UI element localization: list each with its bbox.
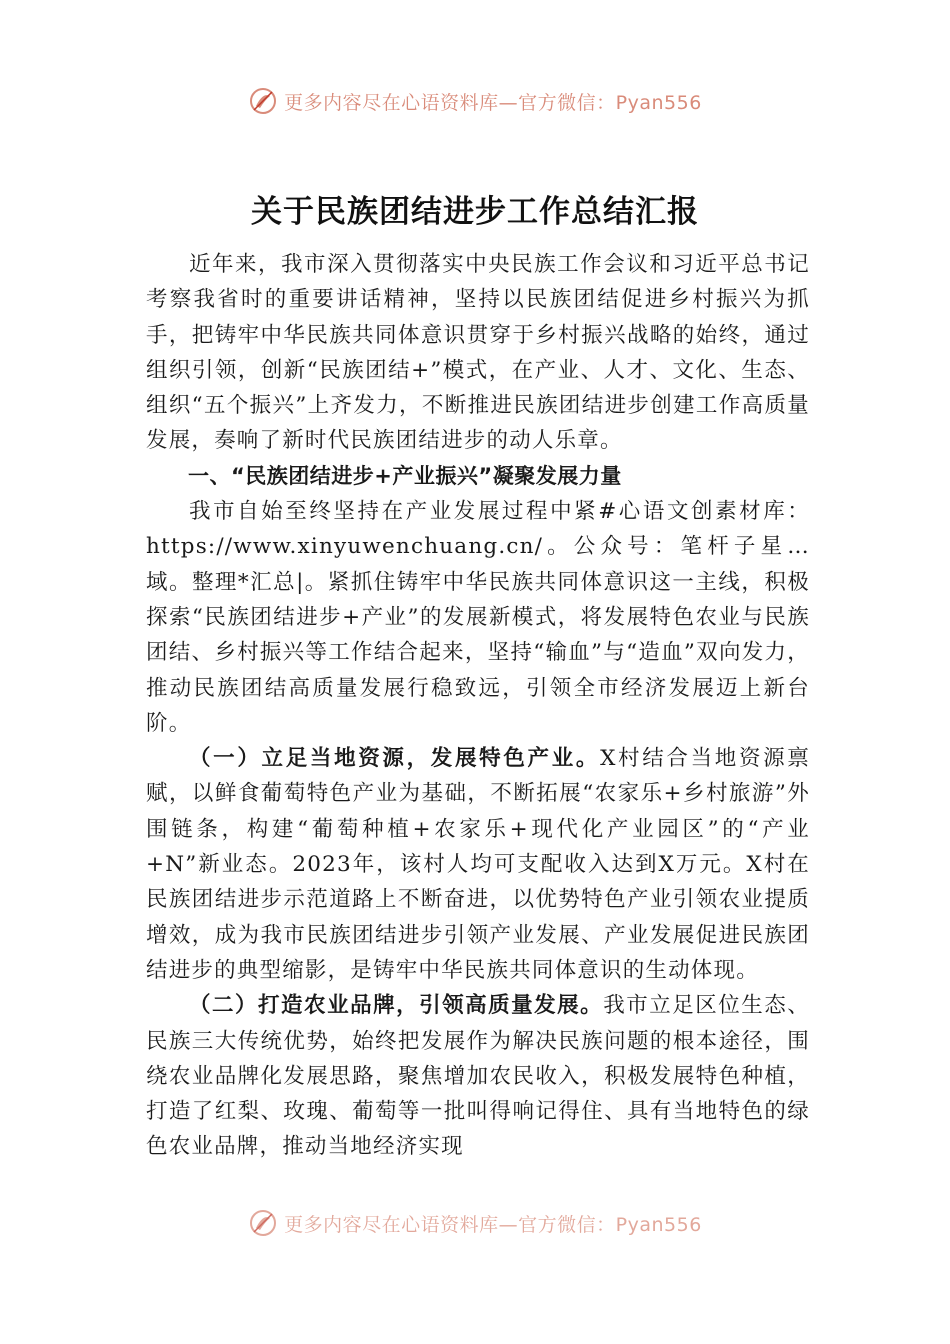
- page-title: 关于民族团结进步工作总结汇报: [251, 194, 699, 230]
- watermark-footer: [0, 1208, 950, 1238]
- logo-icon: [248, 1208, 278, 1238]
- subsection-body-1: X村结合当地资源禀赋，以鲜食葡萄特色产业为基础，不断拓展“农家乐+乡村旅游”外围链条，构建“葡萄种植+农家乐+现代化产业园区”的“产业+N”新业态。2023年，该村人均可支配收入达到X万元。X村在民族团结进步示范道路上不断奋进，以优势特色产业引领农业提质增效，成为我市民族团结进步引领产业发展、产业发展促进民族团结进步的典型缩影，是铸牢中华民族共同体意识的生动体现。: [146, 746, 811, 983]
- subsection-paragraph-1: [146, 741, 810, 988]
- subsection-lead-1: （一）立足当地资源，发展特色产业。: [189, 746, 601, 772]
- subsection-body-2: 我市立足区位生态、民族三大传统优势，始终把发展作为解决民族问题的根本途径，围绕农业品牌化发展思路，聚焦增加农民收入，积极发展特色种植，打造了红梨、玫瑰、葡萄等一批叫得响记得住、具有当地特色的绿色农业品牌，推动当地经济实现: [146, 993, 810, 1160]
- section-heading: 一、“民族团结进步+产业振兴”凝聚发展力量: [188, 463, 622, 488]
- watermark-text: 更多内容尽在心语资料库—官方微信：Pyan556: [284, 1213, 702, 1236]
- subsection-paragraph-2: [146, 988, 810, 1164]
- logo-icon: [248, 86, 278, 116]
- watermark-text: 更多内容尽在心语资料库—官方微信：Pyan556: [284, 91, 702, 114]
- subsection-lead-2: （二）打造农业品牌，引领高质量发展。: [189, 993, 604, 1019]
- document-body: [146, 247, 810, 1165]
- watermark-header: [0, 86, 950, 116]
- section-paragraph: 我市自始至终坚持在产业发展过程中紧#心语文创素材库：https://www.xinyuwenchuang.cn/。公众号：笔杆子星…域。整理*汇总|。紧抓住铸牢中华民族共同体意识这一主线，积极探索“民族团结进步+产业”的发展新模式，将发展特色农业与民族团结、乡村振兴等工作结合起来，坚持“输血”与“造血”双向发力，推动民族团结高质量发展行稳致远，引领全市经济发展迈上新台阶。: [146, 499, 810, 736]
- intro-paragraph: 近年来，我市深入贯彻落实中央民族工作会议和习近平总书记考察我省时的重要讲话精神，坚持以民族团结促进乡村振兴为抓手，把铸牢中华民族共同体意识贯穿于乡村振兴战略的始终，通过组织引领，创新“民族团结+”模式，在产业、人才、文化、生态、组织“五个振兴”上齐发力，不断推进民族团结进步创建工作高质量发展，奏响了新时代民族团结进步的动人乐章。: [146, 252, 810, 454]
